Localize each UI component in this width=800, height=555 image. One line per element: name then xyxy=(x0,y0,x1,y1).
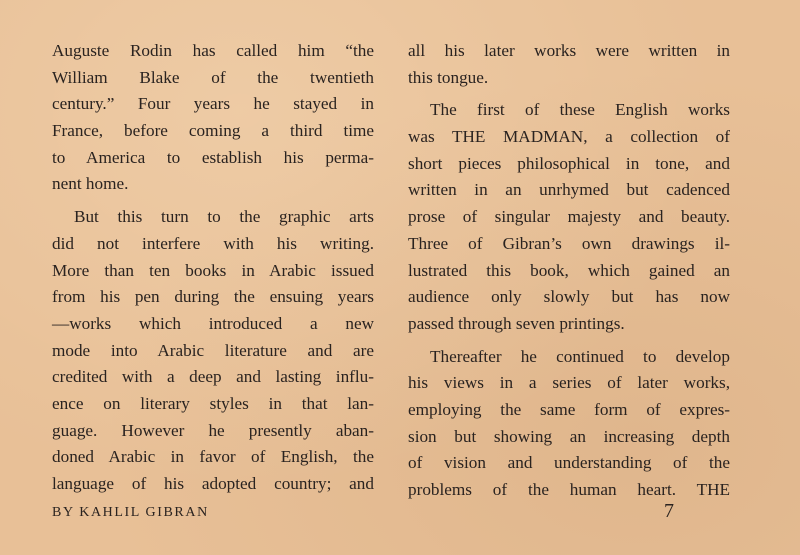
text-line: France, before coming a third time xyxy=(52,121,374,141)
text-line: The first of these English works xyxy=(430,100,730,120)
text-line: language of his adopted country; and xyxy=(52,474,374,493)
text-line: Thereafter he continued to develop xyxy=(430,346,730,366)
text-line: nent home. xyxy=(52,174,129,194)
text-line: did not interfere with his writing. xyxy=(52,233,374,253)
paragraph xyxy=(408,344,730,504)
paragraph xyxy=(52,38,374,198)
running-title: BY KAHLIL GIBRAN xyxy=(52,505,209,520)
text-line: lustrated this book, which gained an xyxy=(408,260,730,280)
text-line: audience only slowly but has now xyxy=(408,287,730,307)
text-line: Three of Gibran’s own drawings il- xyxy=(408,233,730,253)
text-line: of vision and understanding of the xyxy=(408,453,730,473)
text-line: from his pen during the ensuing years xyxy=(52,287,374,307)
text-line: employing the same form of expres- xyxy=(408,399,730,419)
text-line: all his later works were written in xyxy=(408,41,730,60)
text-line: century.” Four years he stayed in xyxy=(52,94,374,114)
text-line: mode into Arabic literature and are xyxy=(52,340,374,360)
text-line: sion but showing an increasing depth xyxy=(408,426,730,446)
paragraph xyxy=(408,97,730,337)
text-line: ence on literary styles in that lan- xyxy=(52,393,374,413)
text-line: —works which introduced a new xyxy=(52,313,374,333)
text-line: was THE MADMAN, a collection of xyxy=(408,127,730,147)
page-number: 7 xyxy=(664,500,674,522)
text-line: But this turn to the graphic arts xyxy=(74,207,374,227)
paragraph xyxy=(408,38,730,91)
left-column xyxy=(52,38,374,498)
text-line: passed through seven printings. xyxy=(408,313,625,333)
text-line: doned Arabic in favor of English, the xyxy=(52,447,374,467)
paragraph xyxy=(52,204,374,498)
text-line: his views in a series of later works, xyxy=(408,373,730,393)
text-line: William Blake of the twentieth xyxy=(52,67,374,87)
text-line: written in an unrhymed but cadenced xyxy=(408,180,730,200)
text-line: Auguste Rodin has called him “the xyxy=(52,41,374,60)
right-column xyxy=(408,38,730,504)
text-line: problems of the human heart. THE xyxy=(408,480,730,499)
text-line: guage. However he presently aban- xyxy=(52,420,374,440)
text-line: short pieces philosophical in tone, and xyxy=(408,153,730,173)
text-line: credited with a deep and lasting influ- xyxy=(52,367,374,387)
text-line: prose of singular majesty and beauty. xyxy=(408,207,730,227)
text-line: More than ten books in Arabic issued xyxy=(52,260,374,280)
text-line: to America to establish his perma- xyxy=(52,147,374,167)
text-line: this tongue. xyxy=(408,67,489,87)
